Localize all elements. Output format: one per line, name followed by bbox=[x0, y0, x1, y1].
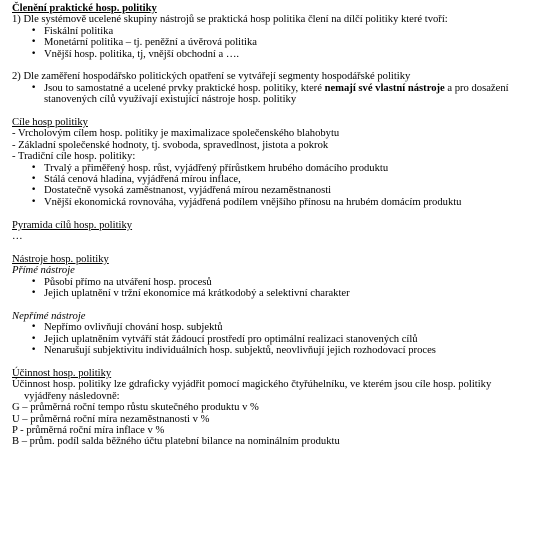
line: U – průměrná roční míra nezaměstnanosti v % bbox=[12, 413, 210, 425]
bullet-list bbox=[12, 83, 530, 106]
section-title-cile: Cíle hosp politiky bbox=[12, 117, 88, 129]
list-item: • Nenarušují subjektivitu individuálních hosp. subjektů, neovlivňují jejich rozhodovací proces bbox=[12, 345, 530, 356]
ellipsis: … bbox=[12, 231, 23, 243]
list-item: • Trvalý a přiměřený hosp. růst, vyjádřený přírůstkem hrubého domácího produktu bbox=[12, 163, 530, 174]
bullet-list bbox=[12, 163, 530, 209]
list-item: • Vnější hosp. politika, tj, vnější obchodní a …. bbox=[12, 49, 530, 60]
list-item: • Stálá cenová hladina, vyjádřená mírou inflace, bbox=[12, 174, 530, 185]
section-title-pyramida: Pyramida cílů hosp. politiky bbox=[12, 219, 133, 231]
list-item: • Monetární politika – tj. peněžní a úvěrová politika bbox=[12, 37, 530, 48]
paragraph: Účinnost hosp. politiky lze gdraficky vyjádřit pomocí magického čtyřúhelníku, ve kterém jsou cíle hosp. politiky bbox=[12, 379, 492, 391]
line: G – průměrná roční tempo růstu skutečného produktu v % bbox=[12, 402, 259, 414]
list-item: • Fiskální politika bbox=[12, 26, 530, 37]
section-title-nastroje: Nástroje hosp. politiky bbox=[12, 253, 109, 265]
list-item: • Vnější ekonomická rovnováha, vyjádřená podílem vnějšího přínosu na hrubém domácím produktu bbox=[12, 197, 530, 208]
paragraph: 2) Dle zaměření hospodářsko politických opatření se vytvářejí segmenty hospodářské politiky bbox=[12, 71, 411, 83]
line: - Základní společenské hodnoty, tj. svoboda, spravedlnost, jistota a pokrok bbox=[12, 139, 329, 151]
bullet-list bbox=[12, 322, 530, 356]
section-title-ucinnost: Účinnost hosp. politiky bbox=[12, 367, 112, 379]
subtitle-neprime: Nepřímé nástroje bbox=[12, 310, 86, 322]
line: - Tradiční cíle hosp. politiky: bbox=[12, 151, 136, 163]
list-item: • Jejich uplatnění v tržní ekonomice má krátkodobý a selektivní charakter bbox=[12, 288, 530, 299]
bullet-list bbox=[12, 277, 530, 300]
list-item: • Dostatečně vysoká zaměstnanost, vyjádřená mírou nezaměstnanosti bbox=[12, 185, 530, 196]
list-item: • Působí přímo na utváření hosp. procesů bbox=[12, 277, 530, 288]
paragraph-continued: vyjádřeny následovně: bbox=[24, 390, 120, 402]
paragraph: 1) Dle systémově ucelené skupiny nástrojů se praktická hosp politika člení na dílčí politiky které tvoří: bbox=[12, 14, 448, 26]
section-title-cleneni: Členění praktické hosp. politiky bbox=[12, 3, 157, 14]
line: P - průměrná roční míra inflace v % bbox=[12, 424, 165, 436]
bullet-list bbox=[12, 26, 530, 60]
line: - Vrcholovým cílem hosp. politiky je maximalizace společenského blahobytu bbox=[12, 128, 340, 140]
list-item: • Jsou to samostatné a ucelené prvky praktické hosp. politiky, které nemají své vlastní nástroje a pro dosažení stanovených cílů využívají existující nástroje hosp. politiky bbox=[12, 83, 530, 106]
list-item: • Nepřímo ovlivňují chování hosp. subjektů bbox=[12, 322, 530, 333]
line: B – prům. podíl salda běžného účtu platební bilance na nominálním produktu bbox=[12, 436, 340, 448]
subtitle-prime: Přímé nástroje bbox=[12, 265, 75, 277]
list-item: • Jejich uplatněním vytváří stát žádoucí prostředí pro optimální realizaci stanovených cílů bbox=[12, 334, 530, 345]
